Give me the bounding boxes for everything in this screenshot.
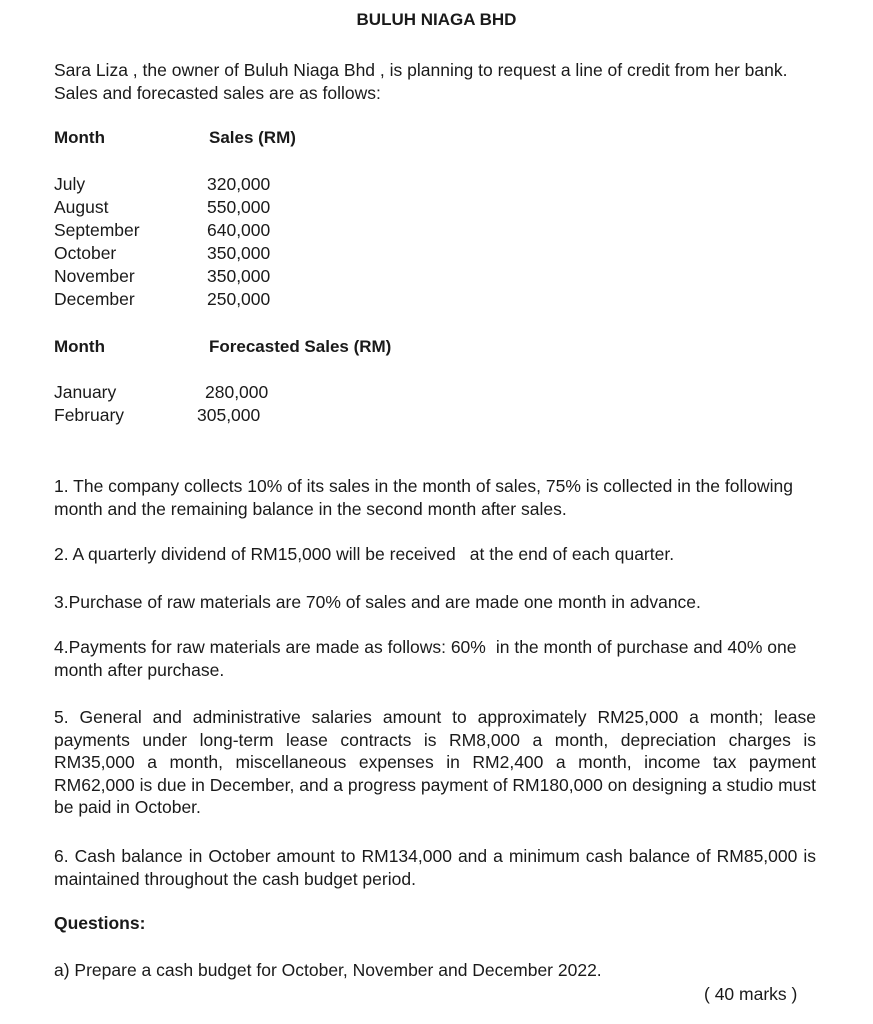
sales-value-august: 550,000 [207,197,271,217]
forecast-value-january: 280,000 [205,382,269,402]
note-4-part-b: in the month of purchase and 40% one month after purchase. [54,637,797,680]
note-2-part-a: 2. A quarterly dividend of RM15,000 will be received [54,544,456,564]
note-3: 3.Purchase of raw materials are 70% of sales and are made one month in advance. [54,592,701,612]
forecast-month-february: February [54,405,125,425]
note-2-part-b: at the end of each quarter. [469,544,675,564]
forecast-value-column [197,381,268,427]
sales-month-column [54,173,140,311]
sales-value-september: 640,000 [207,220,271,240]
forecast-value-february: 305,000 [197,405,261,425]
note-5: 5. General and administrative salaries amount to approximately RM25,000 a month; lease payments under long-term lease contracts is RM8,000 a month, depreciation charges is RM35,000 a month, miscellaneous expenses in RM2,400 a month, income tax payment RM62,000 is due in December, and a progress payment of RM180,000 on designing a studio must be paid in October. [54,707,816,817]
intro-paragraph: Sara Liza , the owner of Buluh Niaga Bhd , is planning to request a line of credit from her bank. Sales and forecasted sales are as follows: [54,60,788,103]
note-1: 1. The company collects 10% of its sales in the month of sales, 75% is collected in the following month and the remaining balance in the second month after sales. [54,476,793,519]
note-4 [54,636,816,681]
sales-month-october: October [54,243,117,263]
forecast-value-header: Forecasted Sales (RM) [209,337,392,356]
sales-value-header: Sales (RM) [209,128,296,147]
note-2 [54,543,816,566]
forecast-month-january: January [54,382,117,402]
note-4-part-a: 4.Payments for raw materials are made as follows: 60% [54,637,486,657]
forecast-month-header: Month [54,337,105,356]
sales-month-november: November [54,266,135,286]
question-a: a) Prepare a cash budget for October, November and December 2022. [54,960,602,980]
sales-value-november: 350,000 [207,266,271,286]
note-6: 6. Cash balance in October amount to RM134,000 and a minimum cash balance of RM85,000 is maintained throughout the cash budget period. [54,846,816,889]
sales-month-july: July [54,174,86,194]
sales-value-july: 320,000 [207,174,271,194]
question-marks: ( 40 marks ) [704,984,798,1004]
forecast-month-column [54,381,124,427]
sales-month-december: December [54,289,135,309]
sales-value-december: 250,000 [207,289,271,309]
document-title: BULUH NIAGA BHD [356,10,517,29]
questions-heading: Questions: [54,913,146,933]
sales-month-header: Month [54,128,105,147]
sales-value-column [207,173,270,311]
sales-month-september: September [54,220,140,240]
sales-month-august: August [54,197,109,217]
sales-value-october: 350,000 [207,243,271,263]
